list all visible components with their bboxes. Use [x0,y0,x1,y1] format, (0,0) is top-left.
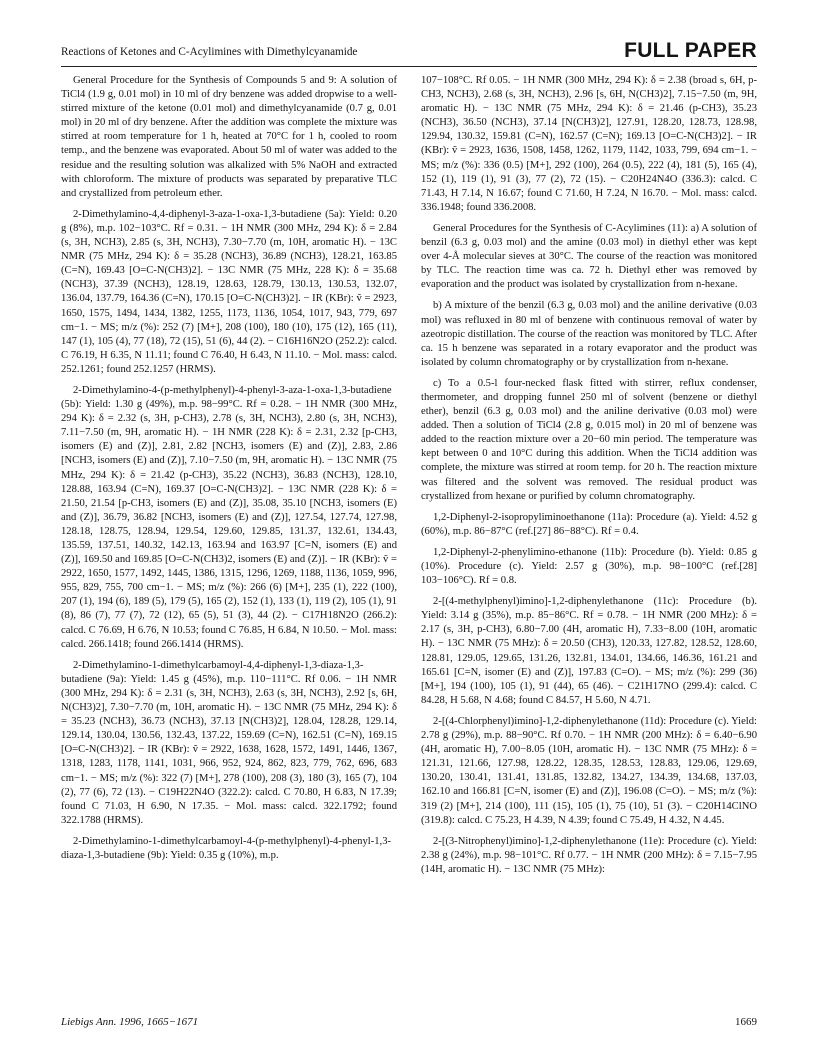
paragraph-compound-9b: 2-Dimethylamino-1-dimethylcarbamoyl-4-(p-methylphenyl)-4-phenyl-1,3-diaza-1,3-butadiene (9b): Yield: 0.35 g (10%), m.p. [61,835,392,861]
section-label: FULL PAPER [624,39,757,62]
paragraph-compound-9a: 2-Dimethylamino-1-dimethylcarbamoyl-4,4-diphenyl-1,3-diaza-1,3-butadiene (9a): Yield: 1.45 g (45%), m.p. 110−111°C. Rf 0.06. − 1H NMR (300 MHz, 294 K): δ = 2.31 (s, 3H, NCH3), 2.63 (s, 3H, NCH3), 2.92 [s, 6H, N(CH3)2], 7.30−7.70 (m, 10H, aromatic H). − 13C NMR (75 MHz, 294 K): δ = 35.23 (NCH3), 36.73 (NCH3), 37.13 [N(CH3)2], 128.04, 128.28, 129.14, 129.14, 130.04, 130.56, 132.43, 137.22, 159.69 (C=N), 162.51 (C=N), 169.15 [O=C-N(CH3)2]. − IR (KBr): ṽ = 2922, 1638, 1628, 1572, 1491, 1446, 1367, 1318, 1283, 1178, 1141, 1031, 966, 952, 924, 862, 823, 779, 762, 696, 683 cm−1. − MS; m/z (%): 322 (7) [M+], 278 (100), 208 (3), 180 (3), 165 (7), 104 (2), 77 (6), 72 (13). − C19H22N4O (322.2): calcd. C 70.80, H 6.83, N 17.39; found C 71.03, H 6.90, N 17.35. − Mol. mass: calcd. 322.1792; found 322.1788 (HRMS). [61,659,397,826]
paragraph-procedure-b: b) A mixture of the benzil (6.3 g, 0.03 mol) and the aniline derivative (0.03 mol) was refluxed in 80 ml of benzene with continuous removal of water by azeotropic distillation. The course of the reaction was monitored by TLC. After ca. 15 h benzene was separated in a rotary evaporator and the product was isolated by column chromatography or by crystallization from n-hexane. [421,300,757,368]
paragraph-compound-11a: 1,2-Diphenyl-2-isopropyliminoethanone (11a): Procedure (a). Yield: 4.52 g (60%), m.p. 86−87°C (ref.[27] 86−88°C). Rf = 0.4. [421,511,757,537]
paragraph-compound-11c: 2-[(4-methylphenyl)imino]-1,2-diphenylethanone (11c): Procedure (b). Yield: 3.14 g (35%), m.p. 85−86°C. Rf = 0.78. − 1H NMR (200 MHz): δ = 2.17 (s, 3H, p-CH3), 6.80−7.00 (4H, aromatic H), 7.33−8.00 (10H, aromatic H). − 13C NMR (75 MHz): δ = 20.50 (CH3), 120.33, 127.82, 128.52, 128.60, 128.81, 129.05, 129.65, 131.26, 132.81, 134.01, 134.66, 146.36, 161.21 and 165.61 [C=N, isomer (E) and (Z)], 197.83 (C=O). − MS; m/z (%): 299 (36) [M+], 194 (100), 105 (1), 91 (44), 65 (46). − C21H17NO (299.4): calcd. C 84.28, H 5.68, N 4.68; found C 84.57, H 5.60, N 4.71. [421,596,757,706]
page-number: 1669 [735,1016,757,1028]
paragraph-compound-11e: 2-[(3-Nitrophenyl)imino]-1,2-diphenylethanone (11e): Procedure (c). Yield: 2.38 g (24%), m.p. 98−101°C. Rf 0.77. − 1H NMR (200 MHz): δ = 7.15−7.95 (14H, aromatic H). − 13C NMR (75 MHz): [421,835,757,875]
page-header [61,40,757,67]
running-title: Reactions of Ketones and C-Acylimines with Dimethylcyanamide [61,46,358,58]
right-column [421,74,757,884]
journal-citation: Liebigs Ann. 1996, 1665−1671 [61,1016,199,1028]
left-column [61,74,397,870]
paragraph-compound-11d: 2-[(4-Chlorphenyl)imino]-1,2-diphenylethanone (11d): Procedure (c). Yield: 2.78 g (29%), m.p. 88−90°C. Rf 0.70. − 1H NMR (200 MHz): δ = 6.40−6.90 (4H, aromatic H), 7.00−8.05 (10H, aromatic H). − 13C NMR (75 MHz): δ = 121.31, 121.66, 127.98, 128.22, 128.35, 128.53, 128.83, 129.06, 129.69, 130.20, 130.41, 131.41, 131.85, 132.82, 134.27, 134.39, 134.68, 137.03, 162.10 and 166.81 [C=N, isomer (E) and (Z)], 196.08 (C=O). − MS; m/z (%): 319 (2) [M+], 214 (100), 111 (15), 105 (1), 75 (10), 51 (3). − C20H14ClNO (319.8): calcd. C 75.23, H 4.39, N 4.39; found C 75.49, H 4.32, N 4.45. [421,715,757,826]
paragraph-compound-5b: 2-Dimethylamino-4-(p-methylphenyl)-4-phenyl-3-aza-1-oxa-1,3-butadiene (5b): Yield: 1.30 g (49%), m.p. 98−99°C. Rf = 0.28. − 1H NMR (300 MHz, 294 K): δ = 2.32 (s, 3H, p-CH3), 2.78 (s, 3H, NCH3), 2.80 (s, 3H, NCH3), 7.11−7.50 (m, 9H, aromatic H). − 1H NMR (228 K): δ = 2.31, 2.32 [p-CH3, isomers (E) and (Z)], 2.81, 2.82 [NCH3, isomers (E) and (Z)], 2.83, 2.86 [NCH3, isomers (E) and (Z)], 7.10−7.50 (m, 9H, aromatic H). − 13C NMR (75 MHz, 294 K): δ = 21.42 (p-CH3), 35.22 (NCH3), 36.83 (NCH3), 128.10, 128.88, 163.94 (C=N), 169.37 [O=C-N(CH3)2]. − 13C NMR (228 K): δ = 21.50, 21.54 [p-CH3, isomers (E) and (Z)], 35.08, 35.10 [NCH3, isomers (E) and (Z)], 36.79, 36.82 [NCH3, isomers (E) and (Z)], 127.54, 127.74, 127.98, 128.18, 128.75, 128.94, 129.54, 129.60, 129.85, 131.37, 132.61, 134.43, 135.59, 137.51, 140.32, 142.13, 163.94 and 163.97 [C=N, isomers (E) and (Z)], 169.50 and 169.85 [O=C-N(CH3)2, isomers (E) and (Z)]. − IR (KBr): ṽ = 2922, 1650, 1577, 1492, 1445, 1386, 1315, 1296, 1269, 1188, 1136, 1059, 996, 955, 829, 755, 700 cm−1. − MS; m/z (%): 266 (6) [M+], 235 (1), 222 (100), 207 (1), 194 (6), 189 (5), 179 (5), 165 (2), 152 (1), 133 (1), 119 (2), 105 (1), 91 (8), 86 (7), 77 (7), 72 (12), 65 (5), 51 (3), 44 (2). − C17H18N2O (266.2): calcd. C 76.69, H 6.76, N 10.53; found C 76.85, H 6.84, N 10.50. − Mol. mass: calcd. 266.1418; found 266.1414 (HRMS). [61,384,397,650]
paragraph-procedure-c: c) To a 0.5-l four-necked flask fitted with stirrer, reflux condenser, thermometer, and dropping funnel 250 ml of solvent (benzene or diethyl ether), benzil (6.3 g, 0.03 mol) and the aniline derivative (0.03 mol) were added. Then a solution of TiCl4 (2.8 g, 0.015 mol) in 20 ml of benzene was added to the reaction mixture over a 20−60 min period. The temperature was kept between 0 and 10°C during this addition. When the TiCl4 addition was complete, the mixture was stirred at room temp. for 20 h. The reaction mixture was filtered and the solvent was removed. The residual product was crystallized from hexane or purified by column chromatography. [421,377,757,502]
paragraph-general-procedure-5-9: General Procedure for the Synthesis of Compounds 5 and 9: A solution of TiCl4 (1.9 g, 0.01 mol) in 10 ml of dry benzene was added dropwise to a well-stirred mixture of the ketone (0.01 mol) and dimethylcyanamide (0.7 g, 0.01 mol) in 20 ml of dry benzene. After the addition was complete the mixture was stirred at room temperature for 1 h, heated at 70°C for 1 h, cooled to room temp., and the benzene was evaporated. About 50 ml of water was added to the residue and the resulting solution was alkalized with 5% NaOH and extracted with chloroform. The mixture of products was separated by preparative TLC and crystallized from petroleum ether. [61,75,397,199]
paragraph-general-procedure-11-a: General Procedures for the Synthesis of C-Acylimines (11): a) A solution of benzil (6.3 g, 0.03 mol) and the amine (0.03 mol) in diethyl ether was kept over 4-Å molecular sieves at 30°C. The course of the reaction was monitored by TLC. The reaction time was ca. 72 h. Diethyl ether was removed by evaporation and the product was isolated by crystallization from n-hexane. [421,222,757,291]
paragraph-compound-11b: 1,2-Diphenyl-2-phenylimino-ethanone (11b): Procedure (b). Yield: 0.85 g (10%). Procedure (c). Yield: 2.57 g (30%), m.p. 98−100°C (ref.[28] 103−106°C). Rf = 0.8. [421,546,757,587]
paragraph-compound-5a: 2-Dimethylamino-4,4-diphenyl-3-aza-1-oxa-1,3-butadiene (5a): Yield: 0.20 g (8%), m.p. 102−103°C. Rf = 0.31. − 1H NMR (300 MHz, 294 K): δ = 2.84 (s, 3H, NCH3), 2.85 (s, 3H, NCH3), 7.30−7.70 (m, 10H, aromatic H). − 13C NMR (75 MHz, 294 K): δ = 35.28 (NCH3), 36.89 (NCH3), 128.21, 163.85 (C=N), 169.43 [O=C-N(CH3)2]. − 13C NMR (75 MHz, 228 K): δ = 35.68 (NCH3), 37.39 (NCH3), 128.19, 128.63, 128.79, 130.13, 130.53, 132.07, 136.04, 137.79, 164.36 (C=N), 170.15 [O=C-N(CH3)2]. − IR (KBr): ṽ = 2923, 1650, 1575, 1494, 1434, 1382, 1255, 1173, 1136, 1054, 1017, 943, 779, 697 cm−1. − MS; m/z (%): 252 (7) [M+], 208 (100), 180 (10), 175 (12), 165 (11), 147 (1), 105 (4), 77 (18), 72 (15), 51 (6), 44 (2). − C16H16N2O (252.2): calcd. C 76.19, H 6.35, N 11.11; found C 76.40, H 6.43, N 11.10. − Mol. mass: calcd. 252.1261; found 252.1257 (HRMS). [61,208,397,375]
paragraph-compound-9b-continued: 107−108°C. Rf 0.05. − 1H NMR (300 MHz, 294 K): δ = 2.38 (broad s, 6H, p-CH3, NCH3), 2.68 (s, 3H, NCH3), 2.96 [s, 6H, N(CH3)2], 7.15−7.50 (m, 9H, aromatic H). − 13C NMR (75 MHz, 294 K): δ = 21.46 (p-CH3), 35.23 (NCH3), 36.50 (NCH3), 37.14 [N(CH3)2], 127.91, 128.20, 128.73, 128.98, 129.94, 130.32, 159.81 (C=N), 162.57 (C=N); 169.13 [O=C-N(CH3)2]. − IR (KBr): ṽ = 2923, 1636, 1508, 1458, 1262, 1179, 1142, 1033, 799, 694 cm−1. − MS; m/z (%): 336 (0.5) [M+], 292 (100), 264 (0.5), 222 (4), 181 (5), 165 (4), 152 (1), 119 (1), 91 (3), 77 (2), 72 (15). − C20H24N4O (336.3): calcd. C 71.43, H 7.14, N 16.67; found C 71.60, H 7.24, N 16.70. − Mol. mass: calcd. 336.1948; found 336.2008. [421,75,757,213]
